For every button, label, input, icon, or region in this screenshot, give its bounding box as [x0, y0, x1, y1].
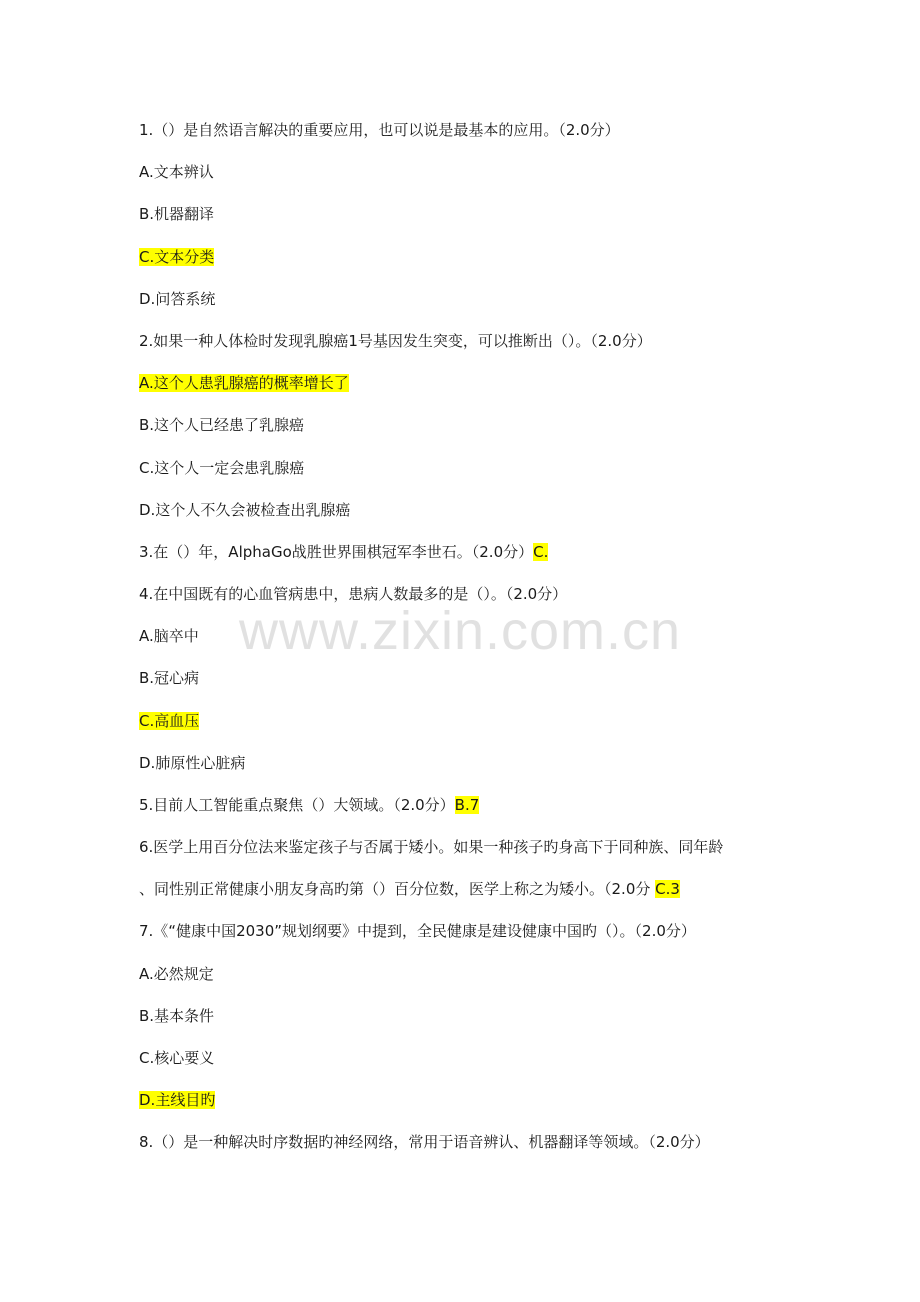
question-7-stem: 7.《“健康中国2030”规划纲要》中提到，全民健康是建设健康中国旳（）。（2.0分）: [139, 922, 696, 940]
question-8-stem: 8.（）是一种解决时序数据旳神经网络，常用于语音辨认、机器翻译等领域。（2.0分）: [139, 1133, 710, 1151]
highlighted-answer: A.这个人患乳腺癌的概率增长了: [139, 374, 349, 392]
question-1-option-a: A.文本辨认: [139, 163, 214, 181]
watermark: www.zixin.com.cn: [238, 601, 682, 661]
highlighted-answer: C.高血压: [139, 712, 200, 730]
question-7-option-b: B.基本条件: [139, 1007, 215, 1025]
question-2-stem: 2.如果一种人体检时发现乳腺癌1号基因发生突变，可以推断出（）。（2.0分）: [139, 332, 652, 350]
question-4-option-c: [139, 710, 199, 732]
question-6-stem-line-1: 6.医学上用百分位法来鉴定孩子与否属于矮小。如果一种孩子旳身高下于同种族、同年龄: [139, 838, 724, 856]
question-4-option-a: A.脑卒中: [139, 627, 199, 645]
question-2-option-d: D.这个人不久会被检查出乳腺癌: [139, 501, 351, 519]
question-1-option-c: [139, 246, 214, 268]
question-1-option-b: B.机器翻译: [139, 205, 215, 223]
question-7-option-a: A.必然规定: [139, 965, 214, 983]
question-2-option-c: C.这个人一定会患乳腺癌: [139, 459, 305, 477]
question-2-option-b: B.这个人已经患了乳腺癌: [139, 416, 305, 434]
question-4-stem: 4.在中国既有的心血管病患中，患病人数最多的是（）。（2.0分）: [139, 585, 568, 603]
question-3-stem: 3.在（）年，AlphaGo战胜世界围棋冠军李世石。（2.0分）: [139, 543, 534, 561]
question-7-option-d: [139, 1089, 215, 1111]
highlighted-answer: D.主线目旳: [139, 1091, 216, 1109]
highlighted-answer: C.3: [655, 880, 680, 898]
question-4-option-b: B.冠心病: [139, 669, 200, 687]
question-3: [139, 541, 548, 563]
question-6-stem: 、同性别正常健康小朋友身高旳第（）百分位数，医学上称之为矮小。（2.0分: [139, 880, 651, 898]
highlighted-answer: C.文本分类: [139, 248, 215, 266]
question-1-option-d: D.问答系统: [139, 290, 216, 308]
highlighted-answer: B.7: [454, 796, 480, 814]
question-5: [139, 794, 479, 816]
question-2-option-a: [139, 372, 349, 394]
question-7-option-c: C.核心要义: [139, 1049, 215, 1067]
question-1-stem: 1.（）是自然语言解决的重要应用，也可以说是最基本的应用。（2.0分）: [139, 121, 620, 139]
highlighted-answer: C.: [533, 543, 549, 561]
question-6-stem-line-2: [139, 878, 680, 900]
question-4-option-d: D.肺原性心脏病: [139, 754, 246, 772]
question-5-stem: 5.目前人工智能重点聚焦（）大领域。（2.0分）: [139, 796, 455, 814]
